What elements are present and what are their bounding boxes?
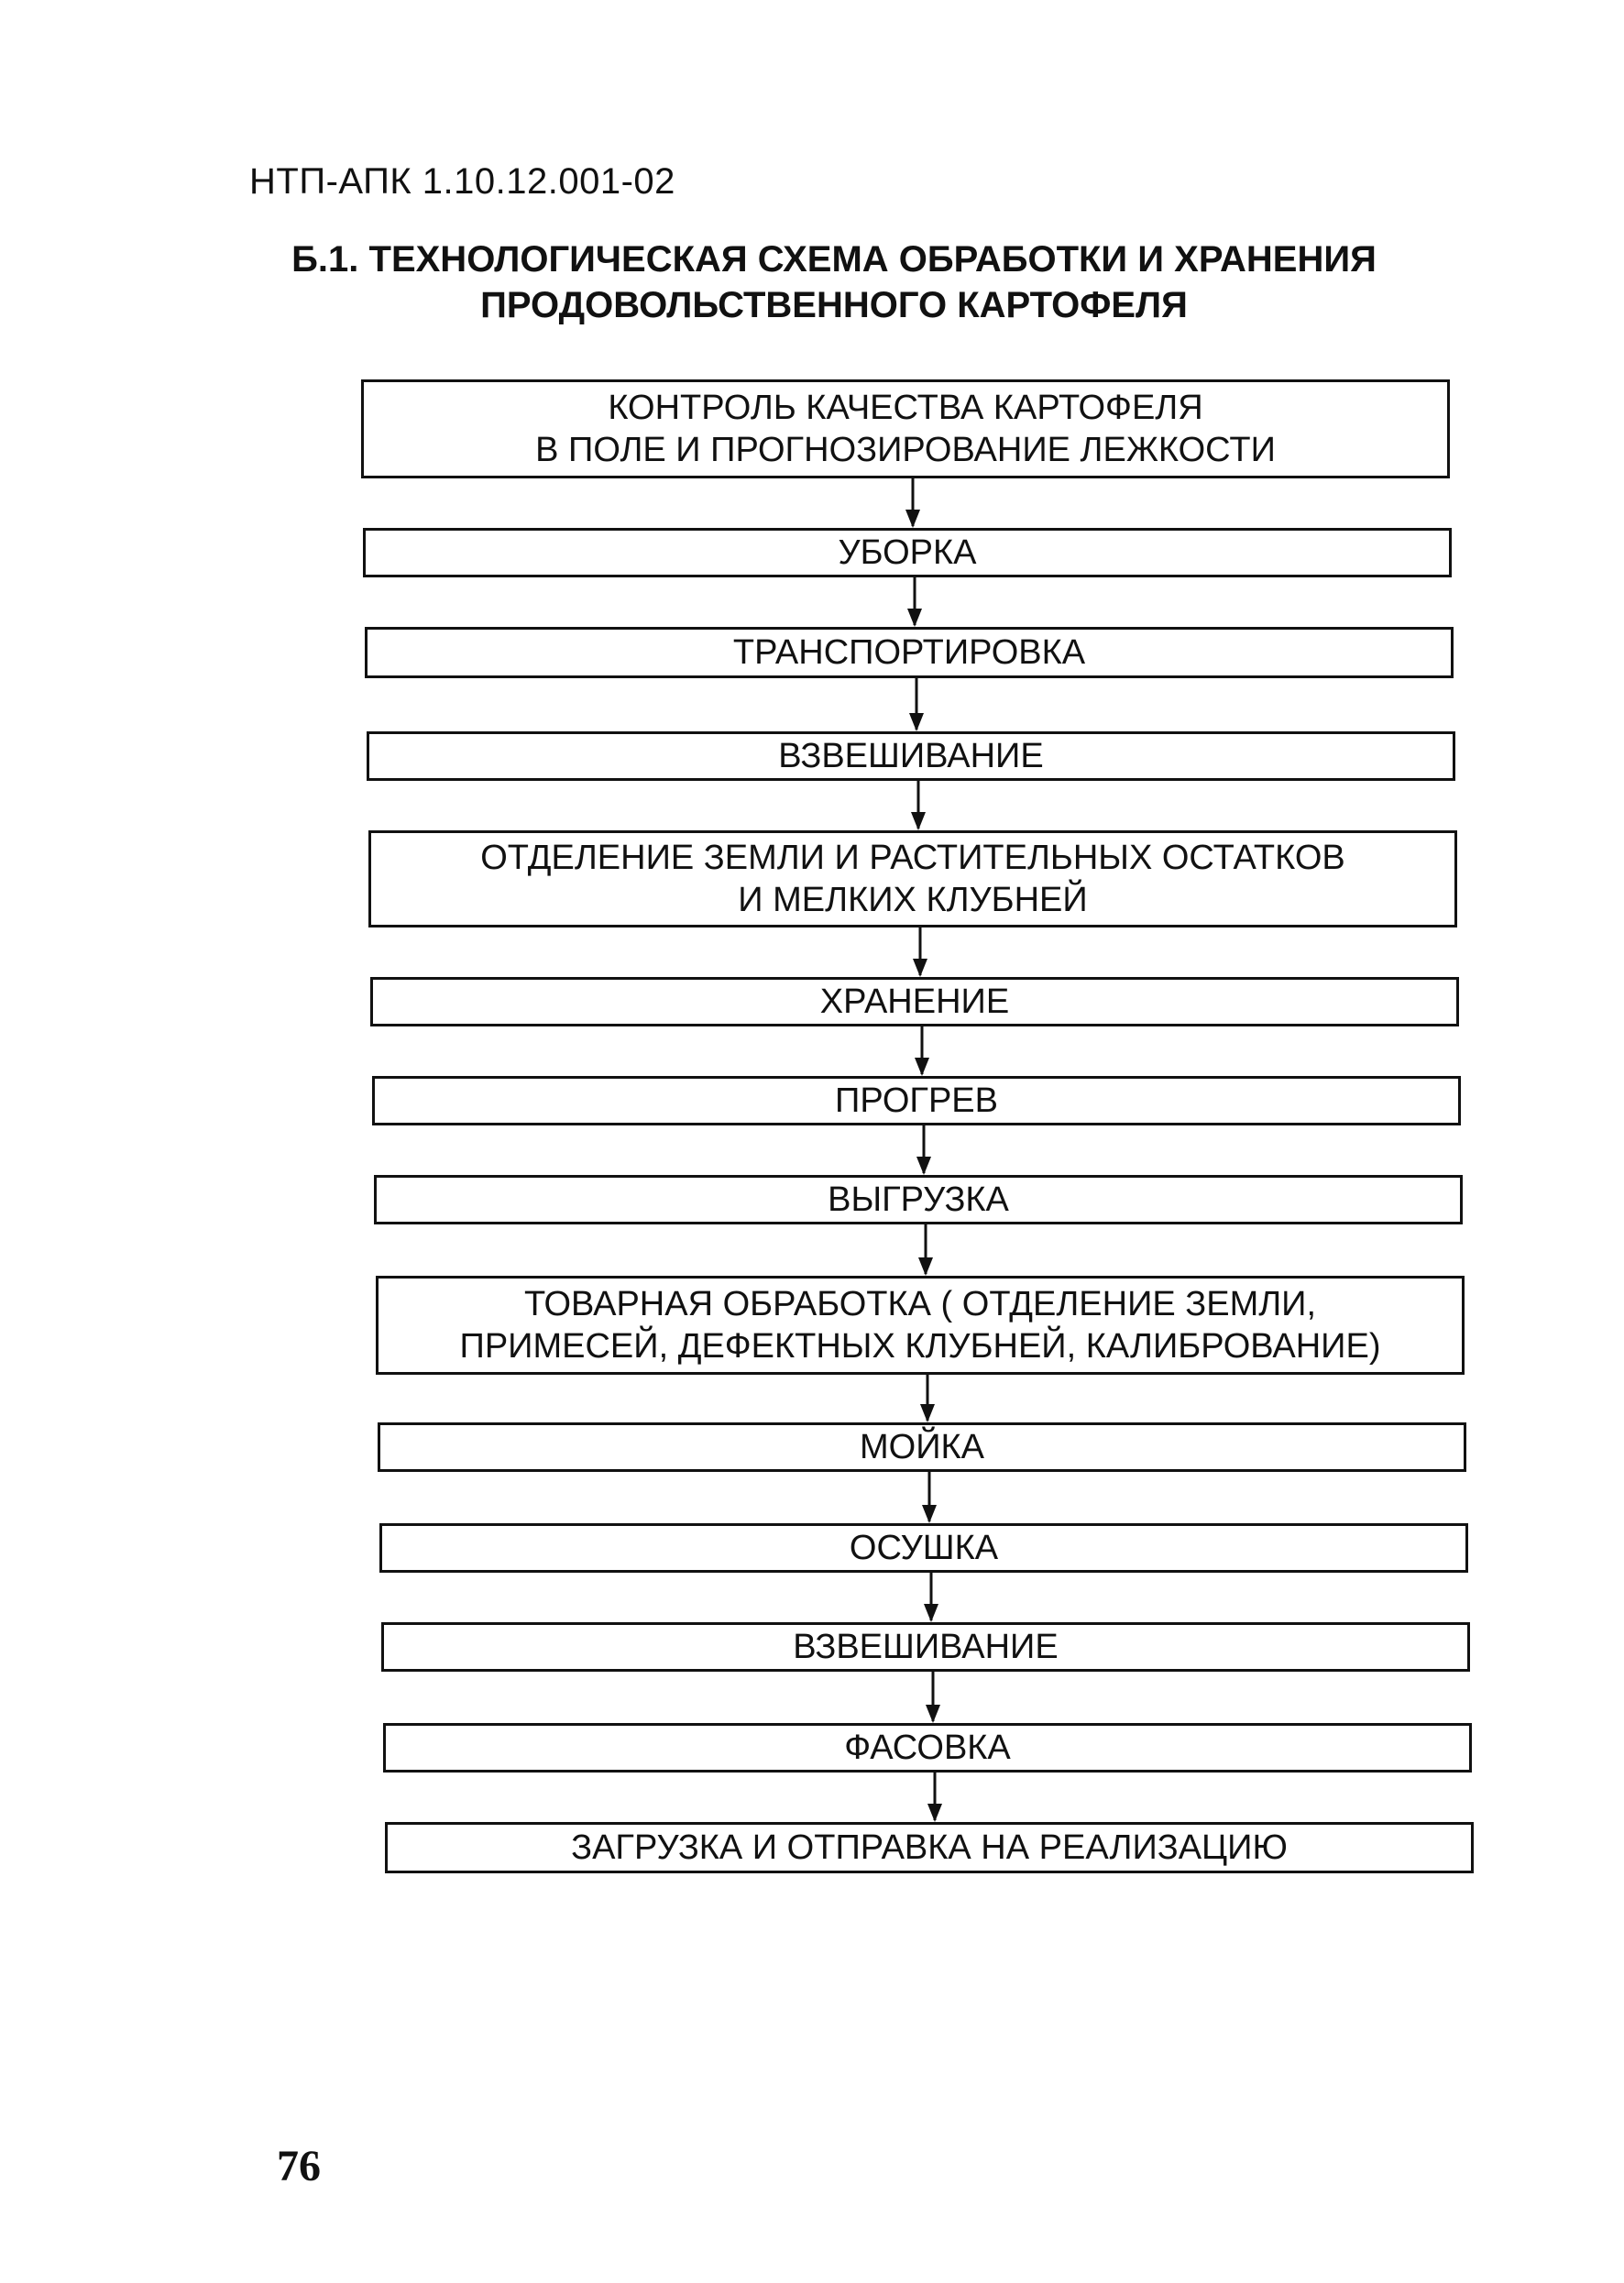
step-label: ХРАНЕНИЕ (819, 982, 1010, 1021)
page-number: 76 (277, 2142, 321, 2190)
flow-arrow (927, 1773, 942, 1822)
step-label: ОТДЕЛЕНИЕ ЗЕМЛИ И РАСТИТЕЛЬНЫХ ОСТАТКОВ (480, 839, 1345, 877)
step-label: ПРИМЕСЕЙ, ДЕФЕКТНЫХ КЛУБНЕЙ, КАЛИБРОВАНИЕ) (459, 1327, 1381, 1366)
step-label: ВЗВЕШИВАНИЕ (793, 1628, 1059, 1666)
step-label: КОНТРОЛЬ КАЧЕСТВА КАРТОФЕЛЯ (608, 389, 1203, 427)
step-label: ТРАНСПОРТИРОВКА (732, 633, 1086, 672)
step-warming (372, 1076, 1461, 1125)
step-label: ТОВАРНАЯ ОБРАБОТКА ( ОТДЕЛЕНИЕ ЗЕМЛИ, (523, 1285, 1317, 1323)
flow-arrow (920, 1375, 935, 1422)
step-soil-separation (368, 830, 1457, 927)
step-commercial-processing (376, 1276, 1465, 1375)
step-washing (378, 1422, 1466, 1472)
step-label: ОСУШКА (849, 1529, 999, 1567)
flow-arrow (909, 678, 924, 731)
step-quality-control (361, 379, 1450, 478)
step-label: ВЫГРУЗКА (828, 1180, 1009, 1219)
flow-arrow (913, 927, 927, 977)
step-label: ПРОГРЕВ (835, 1081, 998, 1120)
step-harvesting (363, 528, 1452, 577)
step-weighing-2 (381, 1622, 1470, 1672)
step-label: ВЗВЕШИВАНИЕ (778, 737, 1044, 775)
step-loading-dispatch (385, 1822, 1474, 1873)
step-transportation (365, 627, 1454, 678)
flow-arrow (916, 1125, 931, 1175)
step-weighing-1 (367, 731, 1455, 781)
step-label: УБОРКА (838, 533, 977, 572)
step-unloading (374, 1175, 1463, 1224)
step-drying (379, 1523, 1468, 1573)
step-label: МОЙКА (859, 1428, 984, 1466)
flow-arrow (924, 1573, 938, 1622)
flow-arrow (911, 781, 926, 830)
step-label: ФАСОВКА (844, 1729, 1011, 1767)
flow-arrow (918, 1224, 933, 1276)
step-packing (383, 1723, 1472, 1773)
title-line-2: ПРОДОВОЛЬСТВЕННОГО КАРТОФЕЛЯ (480, 285, 1188, 325)
flow-arrow (907, 577, 922, 627)
step-storage (370, 977, 1459, 1026)
flow-arrow (926, 1672, 940, 1723)
document-code: НТП-АПК 1.10.12.001-02 (249, 161, 675, 202)
flow-arrow (915, 1026, 929, 1076)
step-label: ЗАГРУЗКА И ОТПРАВКА НА РЕАЛИЗАЦИЮ (571, 1828, 1288, 1867)
flow-arrow (905, 478, 920, 528)
title-line-1: Б.1. ТЕХНОЛОГИЧЕСКАЯ СХЕМА ОБРАБОТКИ И ХРАНЕНИЯ (291, 239, 1377, 280)
flow-arrow (922, 1472, 937, 1523)
step-label: В ПОЛЕ И ПРОГНОЗИРОВАНИЕ ЛЕЖКОСТИ (535, 431, 1276, 469)
step-label: И МЕЛКИХ КЛУБНЕЙ (738, 881, 1088, 919)
